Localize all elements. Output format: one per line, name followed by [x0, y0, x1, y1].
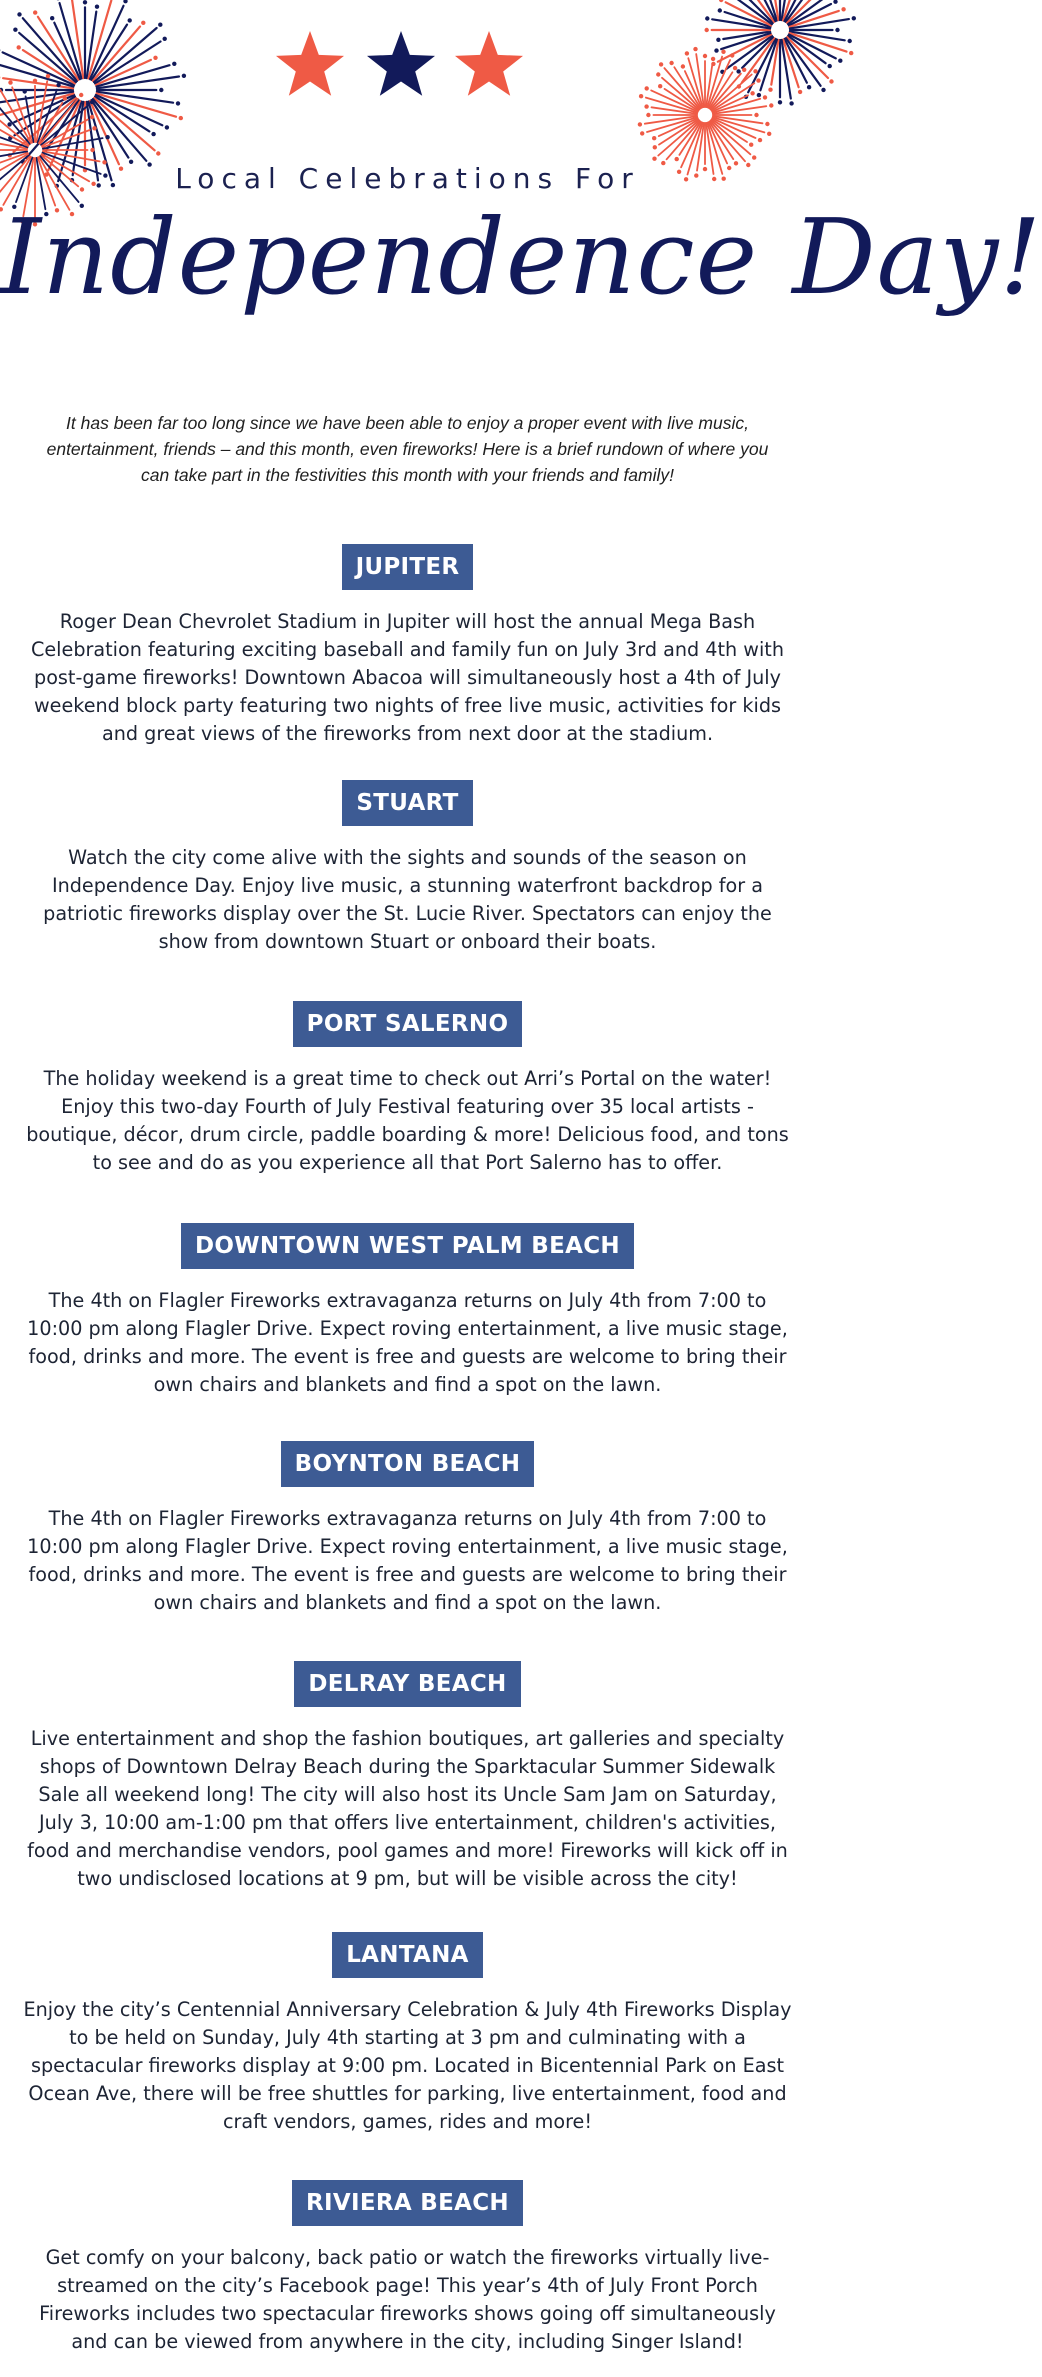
page-subtitle: Local Celebrations For — [175, 162, 640, 195]
firework-spark — [829, 79, 833, 83]
firework-spark — [92, 126, 96, 130]
firework-spark — [848, 39, 852, 43]
firework-spark — [95, 5, 99, 9]
section-heading: DELRAY BEACH — [294, 1661, 520, 1707]
section-body: The holiday weekend is a great time to check out Arri’s Portal on the water! Enjoy this two-day Fourth of July Festival featuring over 35 local artists - boutique, décor, drum circle, paddle boarding & more! Delicious food, and tons to see and do as you experience all that Port Salerno has to offer. — [26, 1067, 789, 1174]
firework-ray — [0, 113, 29, 145]
firework-spark — [90, 100, 94, 104]
firework-spark — [838, 59, 842, 63]
section-body: The 4th on Flagler Fireworks extravaganza returns on July 4th from 7:00 to 10:00 pm along Flagler Drive. Expect roving entertainment, a live music stage, food, drinks and more. The event is free and guests are welcome to bring their own chairs and blankets and find a spot on the lawn. — [27, 1289, 788, 1396]
firework-spark — [105, 135, 109, 139]
firework-spark — [128, 18, 132, 22]
firework-spark — [90, 115, 94, 119]
section-heading: DOWNTOWN WEST PALM BEACH — [181, 1223, 634, 1269]
firework-spark — [752, 155, 756, 159]
section-stuart — [0, 780, 815, 956]
firework-spark — [767, 132, 771, 136]
section-riviera-beach — [0, 2180, 815, 2356]
firework-spark — [852, 16, 856, 20]
firework-ray — [711, 120, 750, 154]
section-body: Get comfy on your balcony, back patio or watch the fireworks virtually live-streamed on the city’s Facebook page! This year’s 4th of July Front Porch Fireworks includes two spectacular fireworks shows going off simultaneously and can be viewed from anywhere in the city, including Singer Island! — [39, 2246, 776, 2353]
firework-spark — [835, 28, 839, 32]
firework-spark — [179, 116, 183, 120]
firework-spark — [50, 16, 54, 20]
page-title: Independence Day! — [0, 196, 1042, 318]
section-heading: BOYNTON BEACH — [281, 1441, 535, 1487]
firework-spark — [646, 113, 650, 117]
firework-spark — [754, 113, 758, 117]
firework-spark — [828, 64, 832, 68]
firework-spark — [718, 8, 722, 12]
firework-spark — [769, 103, 773, 107]
firework-spark — [821, 88, 825, 92]
firework-spark — [652, 136, 656, 140]
firework-spark — [765, 122, 769, 126]
section-body: Enjoy the city’s Centennial Anniversary Celebration & July 4th Fireworks Display to be held on Sunday, July 4th starting at 3 pm and culminating with a spectacular fireworks display at 9:00 pm. Located in Bicentennial Park on East Ocean Ave, there will be free shuttles for parking, live entertainment, food and craft vendors, games, rides and more! — [23, 1998, 792, 2133]
firework-spark — [90, 148, 94, 152]
firework-spark — [758, 138, 762, 142]
firework-ray — [658, 120, 699, 155]
firework-spark — [640, 131, 644, 135]
section-body: Roger Dean Chevrolet Stadium in Jupiter will host the annual Mega Bash Celebration featuring exciting baseball and family fun on July 3rd and 4th with post-game fireworks! Downtown Abacoa will simultaneously host a 4th of July weekend block party featuring two nights of free live music, activities for kids and great views of the fireworks from next door at the stadium. — [30, 610, 784, 745]
section-heading: LANTANA — [332, 1932, 483, 1978]
section-downtown-west-palm-beach — [0, 1223, 815, 1399]
section-body: Live entertainment and shop the fashion boutiques, art galleries and specialty shops of Downtown Delray Beach during the Sparktacular Summer Sidewalk Sale all weekend long! The city will also host its Uncle Sam Jam on Saturday, July 3, 10:00 am-1:00 pm that offers live entertainment, children's activities, food and merchandise vendors, pool games and more! Fireworks will kick off in two undisclosed locations at 9 pm, but will be visible across the city! — [27, 1727, 788, 1890]
section-jupiter — [0, 544, 815, 748]
firework-spark — [123, 0, 127, 3]
intro-paragraph: It has been far too long since we have been able to enjoy a proper event with live music, entertainment, friends – and this month, even fireworks! Here is a brief rundown of where you can take part in the festivities this month with your friends and family! — [46, 413, 769, 485]
section-body: Watch the city come alive with the sights and sounds of the season on Independence Day. Enjoy live music, a stunning waterfront backdrop for a patriotic fireworks display over the St. Lucie River. Spectators can enjoy the show from downtown Stuart or onboard their boats. — [43, 846, 772, 953]
firework-spark — [653, 145, 657, 149]
firework-spark — [833, 0, 837, 4]
firework-spark — [156, 151, 160, 155]
firework-spark — [151, 132, 155, 136]
section-heading: PORT SALERNO — [293, 1001, 523, 1047]
stars-row — [0, 28, 815, 98]
firework-spark — [849, 51, 853, 55]
firework-spark — [675, 157, 679, 161]
firework-spark — [165, 125, 169, 129]
firework-spark — [17, 12, 21, 16]
section-body: The 4th on Flagler Fireworks extravaganza returns on July 4th from 7:00 to 10:00 pm along Flagler Drive. Expect roving entertainment, a live music stage, food, drinks and more. The event is free and guests are welcome to bring their own chairs and blankets and find a spot on the lawn. — [27, 1507, 788, 1614]
firework-spark — [141, 21, 145, 25]
firework-spark — [841, 7, 845, 11]
firework-spark — [33, 10, 37, 14]
firework-spark — [789, 101, 793, 105]
firework-spark — [176, 101, 180, 105]
section-lantana — [0, 1932, 815, 2136]
section-boynton-beach — [0, 1441, 815, 1617]
star-icon — [455, 31, 523, 96]
section-heading: RIVIERA BEACH — [292, 2180, 523, 2226]
firework-spark — [644, 104, 648, 108]
section-heading: STUART — [342, 780, 472, 826]
firework-spark — [158, 23, 162, 27]
firework-ray — [667, 121, 700, 159]
section-port-salerno — [0, 1001, 815, 1177]
section-heading: JUPITER — [342, 544, 474, 590]
firework-spark — [652, 157, 656, 161]
firework-ray — [710, 121, 745, 161]
firework-spark — [83, 0, 87, 4]
star-icon — [367, 31, 435, 96]
firework-spark — [705, 16, 709, 20]
firework-spark — [719, 0, 723, 2]
firework-spark — [749, 143, 753, 147]
section-delray-beach — [0, 1661, 815, 1893]
firework-spark — [638, 122, 642, 126]
star-icon — [276, 31, 344, 96]
